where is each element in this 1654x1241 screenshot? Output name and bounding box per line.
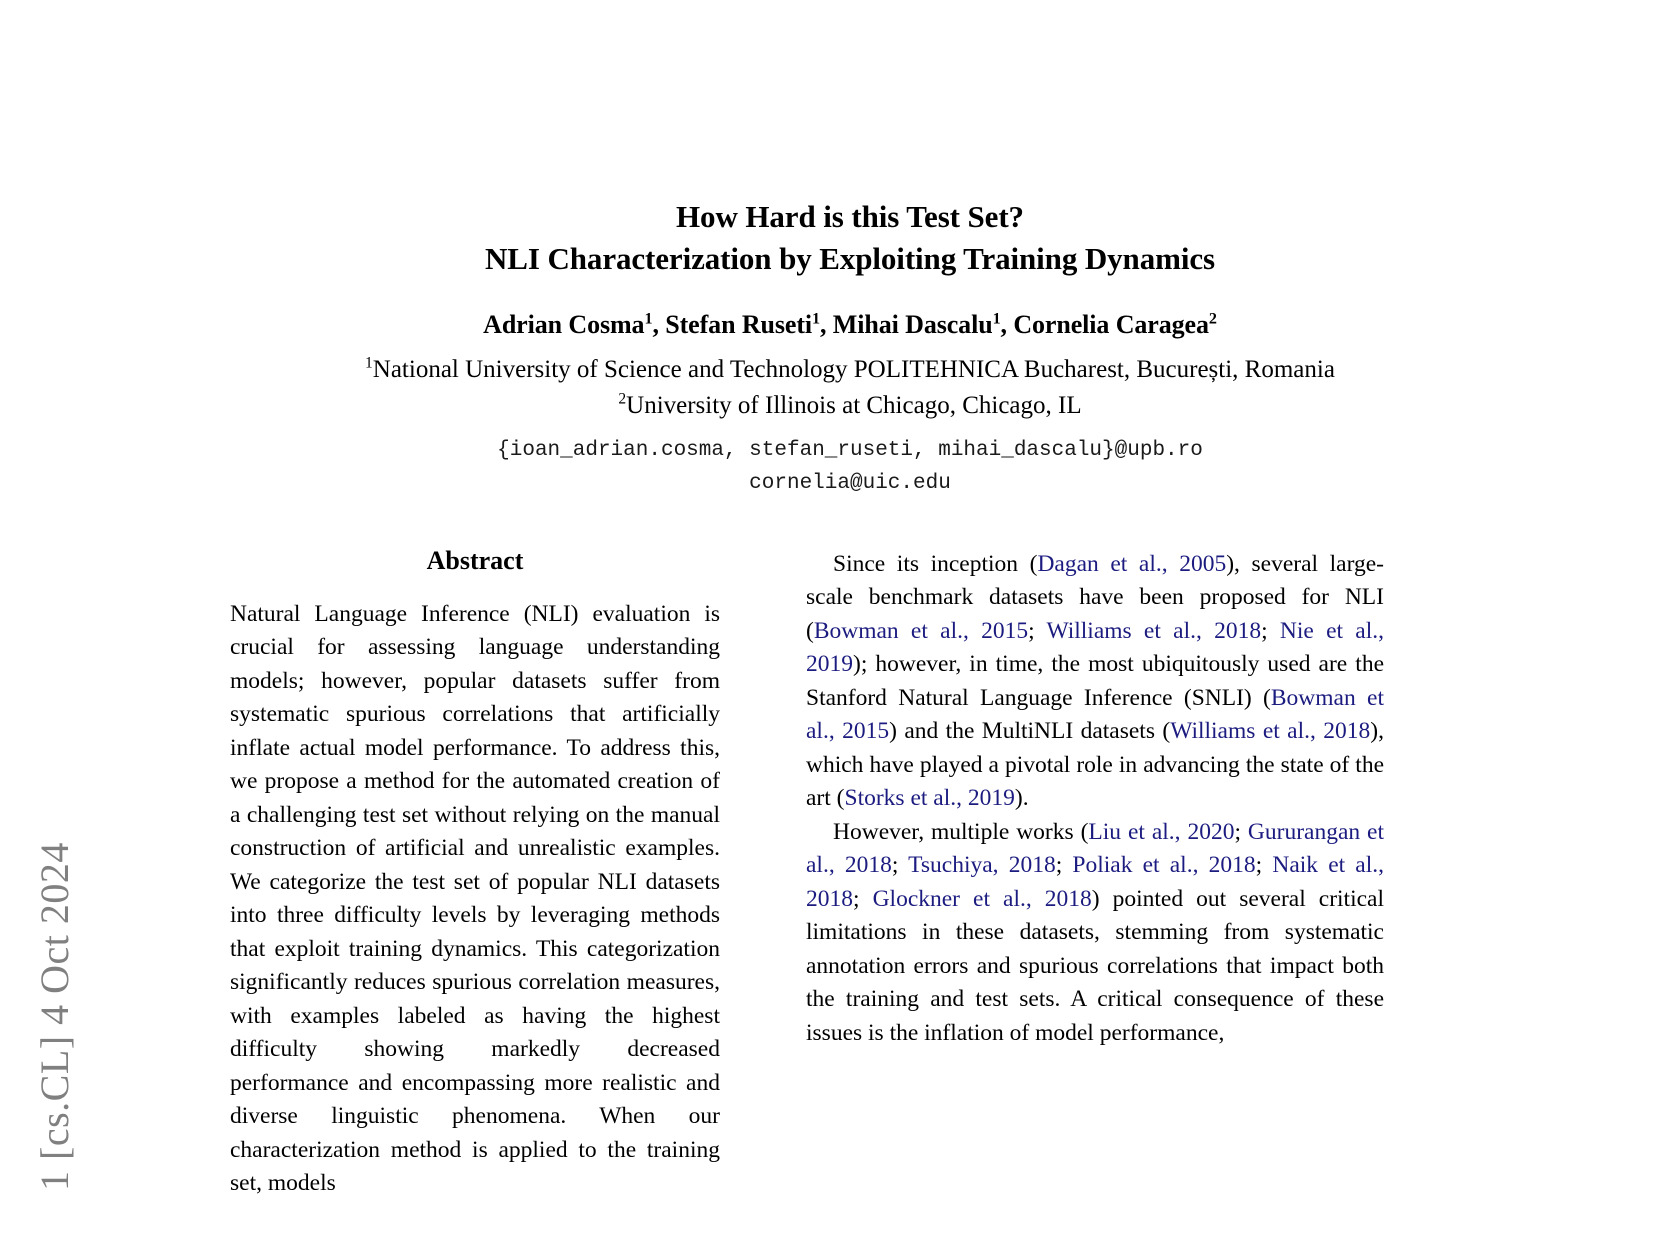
author-name: Adrian Cosma: [483, 309, 645, 339]
body-columns: [0, 548, 1654, 1241]
author-1: [483, 310, 652, 339]
affiliation-text: National University of Science and Technology POLITEHNICA Bucharest, București, Romania: [372, 356, 1335, 384]
author-3: [833, 310, 1001, 339]
affiliation-marker: 2: [618, 390, 627, 408]
abstract-column: [230, 548, 720, 1201]
citation-link[interactable]: Bowman et al., 2015: [806, 684, 1384, 745]
email-list: [150, 435, 1550, 500]
title-line-1: How Hard is this Test Set?: [676, 199, 1024, 234]
author-list: Adrian Cosma$^1$, Stefan Ruseti$^1$, Mihai Dascalu$^1$, Cornelia Caragea$^2$: [483, 309, 1217, 339]
affiliation-2: [150, 388, 1550, 424]
affiliation-1: [150, 352, 1550, 388]
email-line-1[interactable]: {ioan_adrian.cosma, stefan_ruseti, mihai_dascalu}@upb.ro: [497, 439, 1203, 463]
citation-link[interactable]: Williams et al., 2018: [1046, 617, 1262, 644]
author-affiliation-marker: 1: [812, 310, 820, 328]
email-line-2[interactable]: cornelia@uic.edu: [749, 472, 951, 496]
introduction-column: [806, 548, 1384, 1050]
citation-link[interactable]: Bowman et al., 2015: [813, 617, 1029, 644]
abstract-body: Natural Language Inference (NLI) evaluation is crucial for assessing language understanding models; however, popular datasets suffer from systematic spurious correlations that artificially inflate actual model performance. To address this, we propose a method for the automated creation of a challenging test set without relying on the manual construction of artificial and unrealistic examples. We categorize the test set of popular NLI datasets into three difficulty levels by leveraging methods that exploit training dynamics. This categorization significantly reduces spurious correlation measures, with examples labeled as having the highest difficulty showing markedly decreased performance and encompassing more realistic and diverse linguistic phenomena. When our characterization method is applied to the training set, models: [230, 601, 720, 1197]
affiliation-marker: 1: [365, 355, 373, 373]
author-2: [665, 310, 820, 339]
citation-link[interactable]: Naik et al., 2018: [806, 852, 1385, 912]
author-affiliation-marker: 2: [1208, 310, 1217, 328]
title-line-2: NLI Characterization by Exploiting Training Dynamics: [485, 240, 1215, 276]
citation-link[interactable]: Poliak et al., 2018: [1072, 852, 1256, 879]
p-however-multiple-works: However, multiple works (Liu et al., 2020; Gururangan et al., 2018; Tsuchiya, 2018; Poliak et al., 2018; Naik et al., 2018; Glockner et al., 2018) pointed out several critical limitations in these datasets, stemming from systematic annotation errors and spurious correlations that impact both the training and test sets. A critical consequence of these issues is the inflation of model performance,: [806, 818, 1385, 1046]
author-name: Cornelia Caragea: [1013, 309, 1209, 339]
citation-link[interactable]: Tsuchiya, 2018: [908, 852, 1056, 879]
author-affiliation-marker: 1: [992, 310, 1001, 328]
citation-link[interactable]: Williams et al., 2018: [1170, 718, 1371, 745]
abstract-heading: Abstract: [426, 546, 524, 575]
citation-link[interactable]: Storks et al., 2019: [844, 785, 1015, 812]
author-name: Stefan Ruseti: [665, 309, 813, 339]
affiliation-text: University of Illinois at Chicago, Chicago, IL: [626, 391, 1082, 419]
citation-link[interactable]: Glockner et al., 2018: [872, 885, 1092, 912]
author-affiliation-marker: 1: [644, 310, 653, 328]
arxiv-stamp-label: 1 [cs.CL] 4 Oct 2024: [31, 842, 77, 1191]
p-since-inception: Since its inception (Dagan et al., 2005), several large-scale benchmark datasets have been proposed for NLI (Bowman et al., 2015; Williams et al., 2018; Nie et al., 2019); however, in time, the most ubiquitously used are the Stanford Natural Language Inference (SNLI) (Bowman et al., 2015) and the MultiNLI datasets (Williams et al., 2018), which have played a pivotal role in advancing the state of the art (Storks et al., 2019).: [806, 551, 1384, 812]
page-title: [150, 196, 1550, 280]
affiliation-list: [150, 352, 1550, 423]
citation-link[interactable]: Liu et al., 2020: [1088, 818, 1235, 845]
author-4: [1013, 310, 1217, 339]
citation-link[interactable]: Dagan et al., 2005: [1037, 551, 1227, 577]
author-name: Mihai Dascalu: [832, 309, 993, 339]
paper-header: [150, 0, 1550, 501]
citation-link[interactable]: Nie et al., 2019: [806, 617, 1384, 678]
citation-link[interactable]: Gururangan et al., 2018: [806, 818, 1385, 879]
